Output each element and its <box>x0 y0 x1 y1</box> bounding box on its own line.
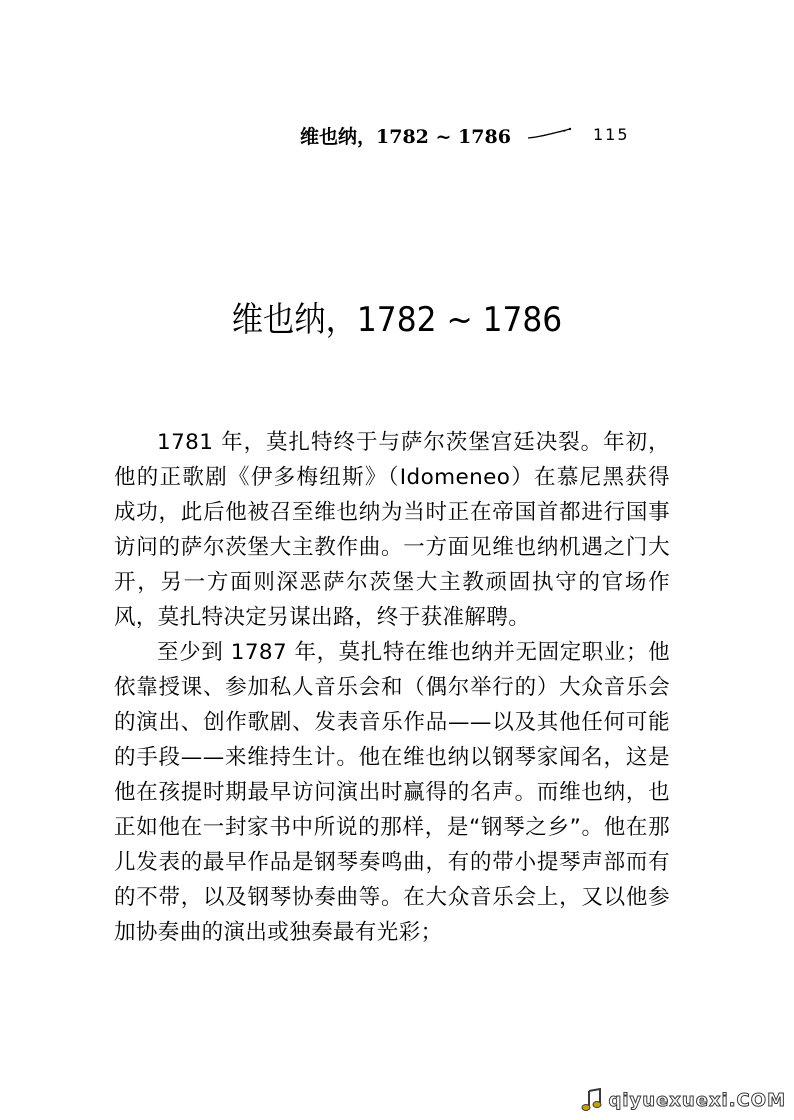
chapter-title: 维也纳，1782 ~ 1786 <box>231 300 563 340</box>
running-head <box>300 122 660 152</box>
page-number: 115 <box>593 125 630 144</box>
ornament-flourish-icon <box>526 126 574 140</box>
watermark-text: qiyuexuexi.COM <box>608 1089 786 1111</box>
music-note-icon <box>581 1088 603 1112</box>
site-watermark <box>581 1088 787 1112</box>
body-text <box>114 425 670 950</box>
paragraph: 至少到 1787 年，莫扎特在维也纳并无固定职业；他依靠授课、参加私人音乐会和（偶尔举行的）大众音乐会的演出、创作歌剧、发表音乐作品——以及其他任何可能的手段——来维持生计。他在维也纳以钢琴家闻名，这是他在孩提时期最早访问演出时赢得的名声。而维也纳，也正如他在一封家书中所说的那样，是“钢琴之乡”。他在那儿发表的最早作品是钢琴奏鸣曲，有的带小提琴声部而有的不带，以及钢琴协奏曲等。在大众音乐会上，又以他参加协奏曲的演出或独奏最有光彩； <box>114 640 670 945</box>
paragraph: 1781 年，莫扎特终于与萨尔茨堡宫廷决裂。年初，他的正歌剧《伊多梅纽斯》（Idomeneo）在慕尼黑获得成功，此后他被召至维也纳为当时正在帝国首都进行国事访问的萨尔茨堡大主教作曲。一方面见维也纳机遇之门大开，另一方面则深恶萨尔茨堡大主教顽固执守的官场作风，莫扎特决定另谋出路，终于获准解聘。 <box>114 430 670 630</box>
running-head-title: 维也纳，1782 ~ 1786 <box>300 126 511 148</box>
